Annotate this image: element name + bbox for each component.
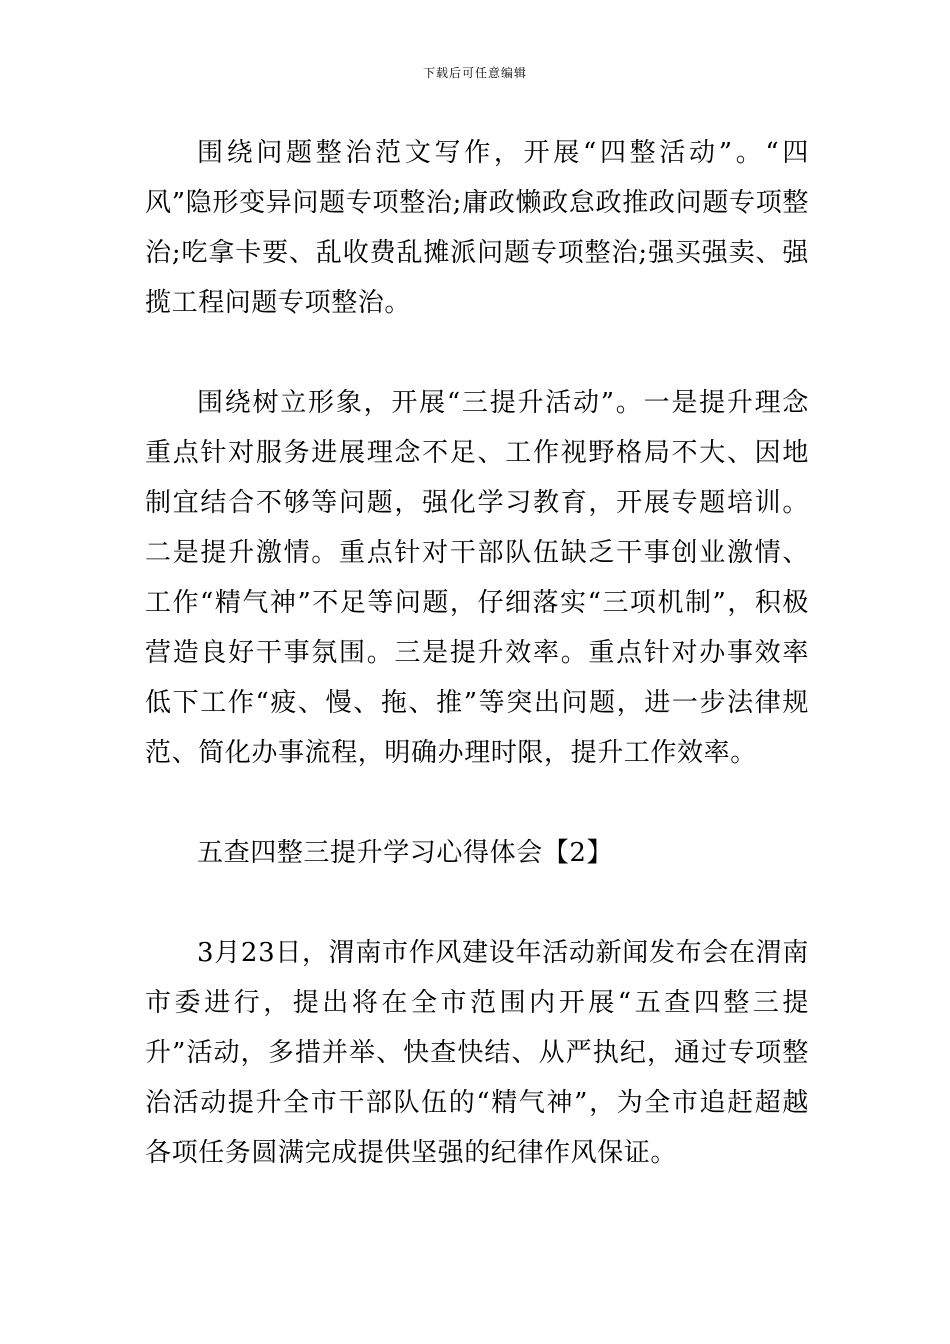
section-heading: 五查四整三提升学习心得体会【2】 xyxy=(197,838,614,868)
paragraph-three-improvements: 围绕树立形象，开展“三提升活动”。一是提升理念重点针对服务进展理念不足、工作视野格局不大、因地制宜结合不够等问题，强化学习教育，开展专题培训。二是提升激情。重点针对干部队伍缺乏干事创业激情、工作“精气神”不足等问题，仔细落实“三项机制”，积极营造良好干事氛围。三是提升效率。重点针对办事效率低下工作“疲、慢、拖、推”等突出问题，进一步法律规范、简化办事流程，明确办理时限，提升工作效率。 xyxy=(145,388,809,768)
paragraph-press-conference: 3月23日，渭南市作风建设年活动新闻发布会在渭南市委进行，提出将在全市范围内开展“五查四整三提升”活动，多措并举、快查快结、从严执纪，通过专项整治活动提升全市干部队伍的“精气神”，为全市追赶超越各项任务圆满完成提供坚强的纪律作风保证。 xyxy=(145,938,809,1168)
page-header: 下载后可任意编辑 xyxy=(422,66,527,80)
paragraph-four-rectifications: 围绕问题整治范文写作，开展“四整活动”。“四风”隐形变异问题专项整治;庸政懒政怠政推政问题专项整治;吃拿卡要、乱收费乱摊派问题专项整治;强买强卖、强揽工程问题专项整治。 xyxy=(145,138,809,318)
document-body xyxy=(145,128,809,1178)
